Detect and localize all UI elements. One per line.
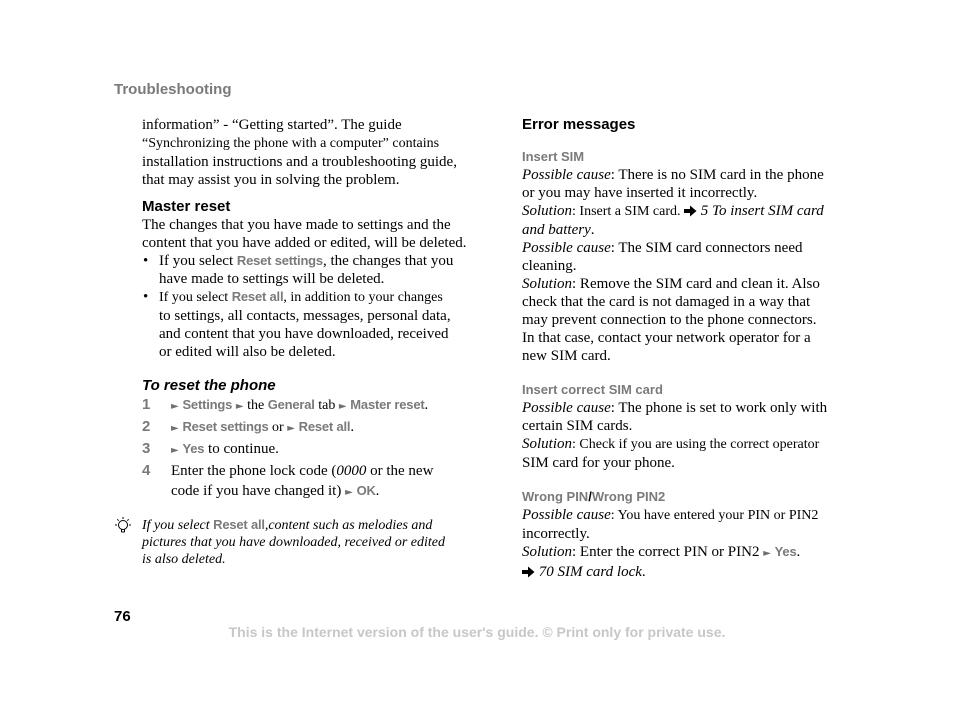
menu-general: General (267, 397, 315, 412)
step-3: 3 ► Yes to continue. (142, 440, 279, 457)
procedure-steps (142, 395, 477, 503)
arrow-icon: ► (235, 401, 244, 412)
menu-reset-all: Reset all (298, 419, 351, 434)
list-item: • If you select Reset settings, the changes that you have made to settings will be deleted. (142, 252, 477, 288)
step-4: 4 Enter the phone lock code (0000 or the new code if you have changed it) ► OK. (142, 462, 434, 499)
intro-paragraph: information” - “Getting started”. The guide “Synchronizing the phone with a computer” contains installation instructions and a troubleshooting guide, that may assist you in solving the problem. (142, 117, 457, 188)
insert-correct-sim-title: Insert correct SIM card (522, 382, 663, 397)
step-number: 3 (142, 440, 151, 457)
cross-reference-link[interactable]: 5 To insert SIM card (700, 203, 824, 219)
lightbulb-icon (113, 516, 133, 536)
arrow-icon: ► (763, 548, 771, 559)
footer-notice: This is the Internet version of the user's guide. © Print only for private use. (228, 624, 726, 640)
menu-settings: Settings (182, 397, 233, 412)
insert-sim-title: Insert SIM (522, 149, 585, 164)
list-item: • If you select Reset all, in addition to your changes to settings, all contacts, messages, personal data, and content that you have downloaded, received or edited will also be deleted. (142, 288, 477, 361)
arrow-icon: ► (171, 423, 179, 434)
menu-reset-all: Reset all (231, 289, 284, 304)
left-column (142, 116, 477, 568)
menu-reset-all: Reset all (213, 517, 265, 532)
cross-reference-arrow-icon (684, 205, 697, 217)
menu-ok: OK (356, 483, 376, 498)
insert-sim-body: Possible cause: There is no SIM card in the phone or you may have inserted it incorrectly. Solution: Insert a SIM card. 5 To insert SIM card and battery. Possible cause: The SIM card connectors need cleaning. Solution: Remove the SIM card and clean it. Also check that the card is not damaged in a way that may prevent connection to the phone connectors. In that case, contact your network operator for a new SIM card. (522, 167, 824, 364)
cross-reference-arrow-icon (522, 566, 535, 578)
tip-note: If you select Reset all,content such as melodies and pictures that you have downloaded, received or edited is also deleted. (142, 516, 477, 568)
menu-yes: Yes (182, 441, 205, 456)
step-number: 4 (142, 462, 151, 479)
master-reset-description: The changes that you have made to settings and the content that you have added or edited, will be deleted. (142, 217, 467, 251)
arrow-icon: ► (171, 401, 179, 412)
arrow-icon: ► (338, 401, 347, 412)
menu-reset-settings: Reset settings (236, 253, 323, 268)
procedure-heading: To reset the phone (142, 377, 276, 394)
page-number: 76 (114, 608, 131, 625)
menu-yes: Yes (774, 544, 797, 559)
right-column (522, 116, 862, 581)
cross-reference-link[interactable]: and battery (522, 222, 591, 238)
menu-master-reset: Master reset (350, 397, 425, 412)
step-1: 1 ► Settings ► the General tab ► Master reset. (142, 396, 429, 413)
section-header: Troubleshooting (114, 81, 232, 98)
wrong-pin-title: Wrong PIN/Wrong PIN2 (522, 489, 666, 504)
wrong-pin-body: Possible cause: You have entered your PIN or PIN2 incorrectly. Solution: Enter the correct PIN or PIN2 ► Yes. 70 SIM card lock. (522, 507, 819, 580)
step-number: 2 (142, 418, 151, 435)
menu-reset-settings: Reset settings (182, 419, 269, 434)
step-number: 1 (142, 396, 151, 413)
error-messages-heading: Error messages (522, 116, 636, 133)
arrow-icon: ► (345, 487, 353, 498)
step-2: 2 ► Reset settings or ► Reset all. (142, 418, 355, 435)
arrow-icon: ► (171, 445, 179, 456)
cross-reference-link[interactable]: 70 SIM card lock (538, 564, 642, 580)
master-reset-heading: Master reset (142, 198, 231, 215)
master-reset-options (142, 252, 477, 361)
arrow-icon: ► (287, 423, 295, 434)
insert-correct-sim-body: Possible cause: The phone is set to work only with certain SIM cards. Solution: Check if you are using the correct operator SIM card for your phone. (522, 400, 828, 471)
